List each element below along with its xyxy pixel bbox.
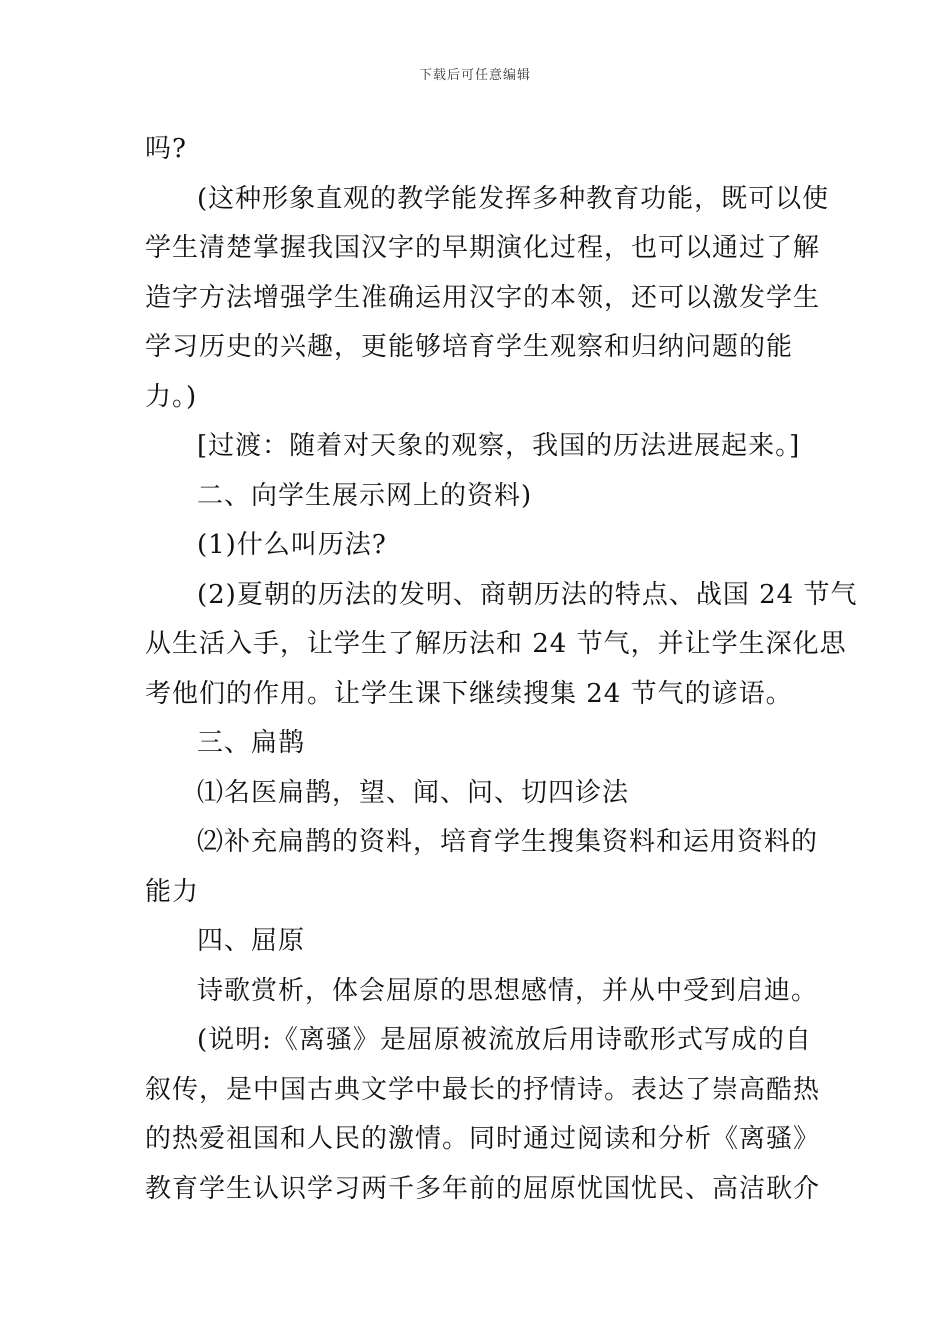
page-header: 下载后可任意编辑 <box>418 68 531 83</box>
section-heading: 三、扁鹊 <box>197 728 306 758</box>
section-heading: 二、向学生展示网上的资料) <box>197 480 533 511</box>
text-line: ⑴名医扁鹊，望、闻、问、切四诊法 <box>197 777 630 808</box>
text-line: ⑵补充扁鹊的资料，培育学生搜集资料和运用资料的 <box>197 827 819 857</box>
text-line: 教育学生认识学习两千多年前的屈原忧国忧民、高洁耿介 <box>145 1173 821 1204</box>
text-line: 吗? <box>145 134 187 164</box>
text-line: [过渡：随着对天象的观察，我国的历法进展起来。] <box>197 431 801 461</box>
text-line: 的热爱祖国和人民的激情。同时通过阅读和分析《离骚》 <box>145 1124 821 1154</box>
text-line: 从生活入手，让学生了解历法和 24 节气，并让学生深化思 <box>145 629 847 659</box>
text-line: (2)夏朝的历法的发明、商朝历法的特点、战国 24 节气 <box>197 579 858 610</box>
text-line: 叙传，是中国古典文学中最长的抒情诗。表达了崇高酷热 <box>145 1074 821 1105</box>
text-line: 考他们的作用。让学生课下继续搜集 24 节气的谚语。 <box>145 678 793 709</box>
text-line: 诗歌赏析，体会屈原的思想感情，并从中受到启迪。 <box>197 975 819 1006</box>
text-line: 造字方法增强学生准确运用汉字的本领，还可以激发学生 <box>145 282 821 313</box>
section-heading: 四、屈原 <box>197 926 306 956</box>
text-line: 力。) <box>145 381 198 412</box>
text-line: (这种形象直观的教学能发挥多种教育功能，既可以使 <box>197 183 830 214</box>
text-line: (说明:《离骚》是屈原被流放后用诗歌形式写成的自 <box>197 1025 812 1055</box>
text-line: 学生清楚掌握我国汉字的早期演化过程，也可以通过了解 <box>145 233 821 263</box>
text-line: (1)什么叫历法? <box>197 530 387 560</box>
text-line: 学习历史的兴趣，更能够培育学生观察和归纳问题的能 <box>145 332 794 362</box>
document-body <box>145 125 858 1214</box>
text-line: 能力 <box>145 876 200 907</box>
